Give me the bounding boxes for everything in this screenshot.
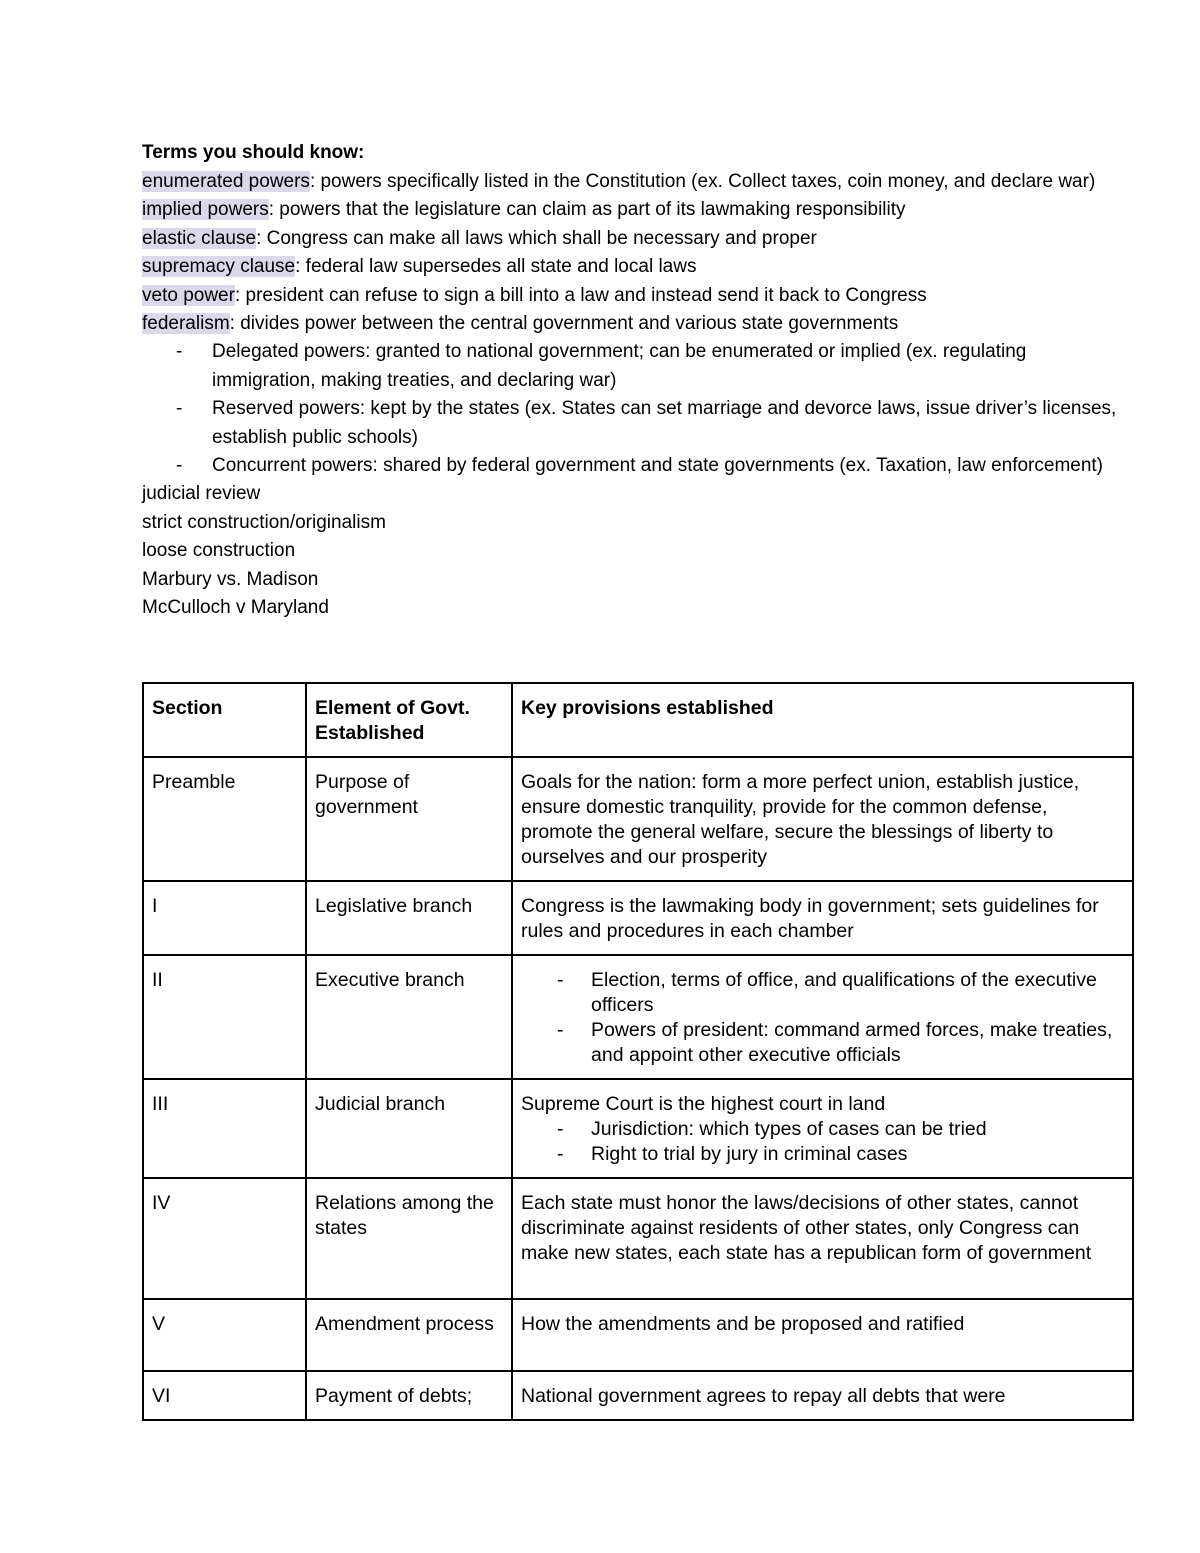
provision-bullet: - Jurisdiction: which types of cases can be tried [521,1117,1124,1142]
term-supremacy-clause [142,253,1132,281]
term-definition: : powers specifically listed in the Constitution (ex. Collect taxes, coin money, and declare war) [309,171,1096,192]
constitution-table [142,682,1134,1421]
table-row [143,955,1133,1079]
header-section: Section [143,683,306,757]
provision-bullet: - Right to trial by jury in criminal cases [521,1142,1124,1167]
cell-provision: Goals for the nation: form a more perfect union, establish justice, ensure domestic tranquility, provide for the common defense, promote the general welfare, secure the blessings of liberty to ourselves and our prosperity [512,757,1133,881]
cell-element: Amendment process [306,1299,512,1371]
table-header-row [143,683,1133,757]
cell-element: Purpose of government [306,757,512,881]
term-highlight: enumerated powers [142,171,310,192]
term-highlight: federalism [142,313,230,335]
term-veto-power [142,282,1132,310]
bullet-concurrent-powers: - Concurrent powers: shared by federal government and state governments (ex. Taxation, law enforcement) [142,452,1132,480]
term-definition: : federal law supersedes all state and local laws [295,256,697,278]
cell-element: Relations among the states [306,1178,512,1299]
term-highlight: veto power [142,284,235,306]
cell-provision: Each state must honor the laws/decisions of other states, cannot discriminate against residents of other states, only Congress can make new states, each state has a republican form of government [512,1178,1133,1299]
document-page [142,138,1132,623]
cell-section: III [143,1079,306,1178]
term-highlight: implied powers [142,199,269,221]
cell-section: Preamble [143,757,306,881]
header-element: Element of Govt. Established [306,683,512,757]
bullet-delegated-powers: - Delegated powers: granted to national government; can be enumerated or implied (ex. regulating immigration, making treaties, and declaring war) [142,338,1132,395]
cell-element: Payment of debts; [306,1371,512,1420]
term-definition: : powers that the legislature can claim as part of its lawmaking responsibility [268,199,906,221]
term-definition: : divides power between the central government and various state governments [229,313,899,335]
cell-provision [512,955,1133,1079]
table-row [143,1299,1133,1371]
provision-bullet: - Powers of president: command armed forces, make treaties, and appoint other executive officials [521,1018,1124,1068]
cell-element: Legislative branch [306,881,512,955]
bullet-reserved-powers: - Reserved powers: kept by the states (ex. States can set marriage and devorce laws, issue driver’s licenses, establish public schools) [142,395,1132,452]
term-strict-construction: strict construction/originalism [142,511,386,533]
cell-section: V [143,1299,306,1371]
table-row [143,881,1133,955]
term-definition: : president can refuse to sign a bill into a law and instead send it back to Congress [234,284,927,306]
cell-section: II [143,955,306,1079]
cell-provision [512,1079,1133,1178]
term-enumerated-powers [142,168,1132,196]
term-mcculloch-v-maryland: McCulloch v Maryland [142,597,329,619]
federalism-bullets [142,338,1132,480]
table-row [143,757,1133,881]
cell-element: Judicial branch [306,1079,512,1178]
provision-list [521,968,1124,1068]
cell-element: Executive branch [306,955,512,1079]
provision-text: Supreme Court is the highest court in land [521,1093,886,1115]
provision-bullet: - Election, terms of office, and qualifications of the executive officers [521,968,1124,1018]
cell-provision: National government agrees to repay all debts that were [512,1371,1133,1420]
term-highlight: supremacy clause [142,256,296,278]
header-provisions: Key provisions established [512,683,1133,757]
term-federalism [142,310,1132,338]
table-row [143,1079,1133,1178]
table-row [143,1371,1133,1420]
provision-list [521,1117,1124,1167]
term-implied-powers [142,196,1132,224]
term-elastic-clause [142,225,1132,253]
cell-section: VI [143,1371,306,1420]
cell-provision: Congress is the lawmaking body in government; sets guidelines for rules and procedures in each chamber [512,881,1133,955]
cell-section: I [143,881,306,955]
term-judicial-review: judicial review [142,483,261,505]
term-loose-construction: loose construction [142,540,296,562]
term-definition: : Congress can make all laws which shall be necessary and proper [256,227,817,249]
term-marbury-vs-madison: Marbury vs. Madison [142,568,319,590]
cell-provision: How the amendments and be proposed and ratified [512,1299,1133,1371]
term-highlight: elastic clause [142,227,257,249]
table-row [143,1178,1133,1299]
cell-section: IV [143,1178,306,1299]
terms-heading: Terms you should know: [142,142,365,163]
